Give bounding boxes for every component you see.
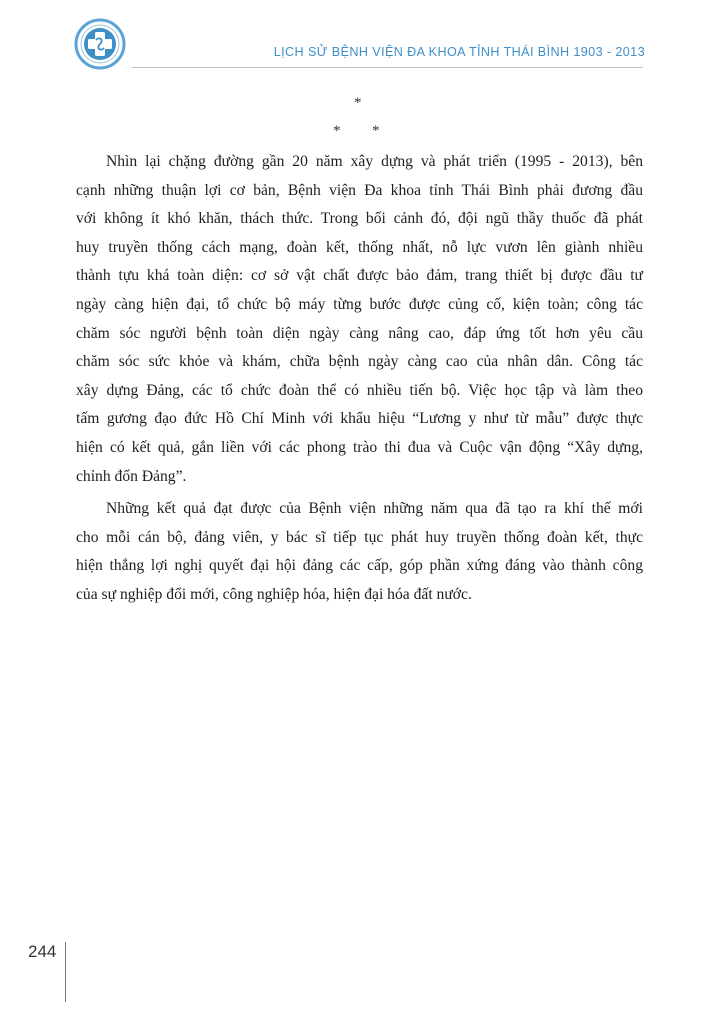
text-line: cạnh những thuận lợi cơ bản, Bệnh viện Đa khoa tỉnh Thái Bình phải đương đầu [76, 181, 643, 199]
text-line: chăm sóc người bệnh toàn diện ngày càng nâng cao, đáp ứng tốt hơn yêu cầu [76, 324, 643, 342]
text-line: chỉnh đốn Đảng”. [76, 467, 187, 485]
text-line: Những kết quả đạt được của Bệnh viện những năm qua đã tạo ra khí thế mới [106, 500, 643, 518]
body-text [76, 148, 643, 610]
text-line: chăm sóc sức khỏe và khám, chữa bệnh ngày càng cao của nhân dân. Công tác [76, 353, 643, 371]
separator-asterisk-left: * [333, 123, 341, 139]
paragraph-1 [76, 148, 643, 491]
separator-asterisk-top: * [354, 95, 362, 111]
text-line: xây dựng Đảng, các tổ chức đoàn thể có nhiều tiến bộ. Việc học tập và làm theo [76, 381, 643, 399]
hospital-cross-logo-icon [74, 18, 126, 70]
footer-divider [65, 942, 66, 1002]
page-number: 244 [28, 942, 57, 961]
text-line: hiện thắng lợi nghị quyết đại hội đảng các cấp, góp phần xứng đáng vào thành công [76, 557, 643, 575]
text-line: của sự nghiệp đổi mới, công nghiệp hóa, hiện đại hóa đất nước. [76, 585, 472, 603]
text-line: thành tựu khá toàn diện: cơ sở vật chất được bảo đảm, trang thiết bị được đầu tư [76, 267, 643, 285]
paragraph-2 [76, 495, 643, 609]
text-line: Nhìn lại chặng đường gần 20 năm xây dựng và phát triển (1995 - 2013), bên [106, 153, 643, 170]
text-line: tấm gương đạo đức Hồ Chí Minh với khẩu hiệu “Lương y như từ mẫu” được thực [76, 410, 643, 428]
running-header-title: LỊCH SỬ BỆNH VIỆN ĐA KHOA TỈNH THÁI BÌNH 1903 - 2013 [273, 45, 645, 59]
text-line: huy truyền thống cách mạng, đoàn kết, thống nhất, nỗ lực vươn lên giành nhiều [76, 238, 643, 256]
header-divider [132, 67, 643, 68]
separator-asterisk-right: * [372, 123, 380, 139]
text-line: với không ít khó khăn, thách thức. Trong bối cảnh đó, đội ngũ thầy thuốc đã phát [76, 210, 643, 228]
text-line: cho mỗi cán bộ, đảng viên, y bác sĩ tiếp tục phát huy truyền thống đoàn kết, thực [76, 528, 643, 546]
text-line: hiện có kết quả, gắn liền với các phong trào thi đua và Cuộc vận động “Xây dựng, [76, 438, 643, 456]
text-line: ngày càng hiện đại, tổ chức bộ máy từng bước được củng cố, kiện toàn; công tác [76, 295, 643, 313]
